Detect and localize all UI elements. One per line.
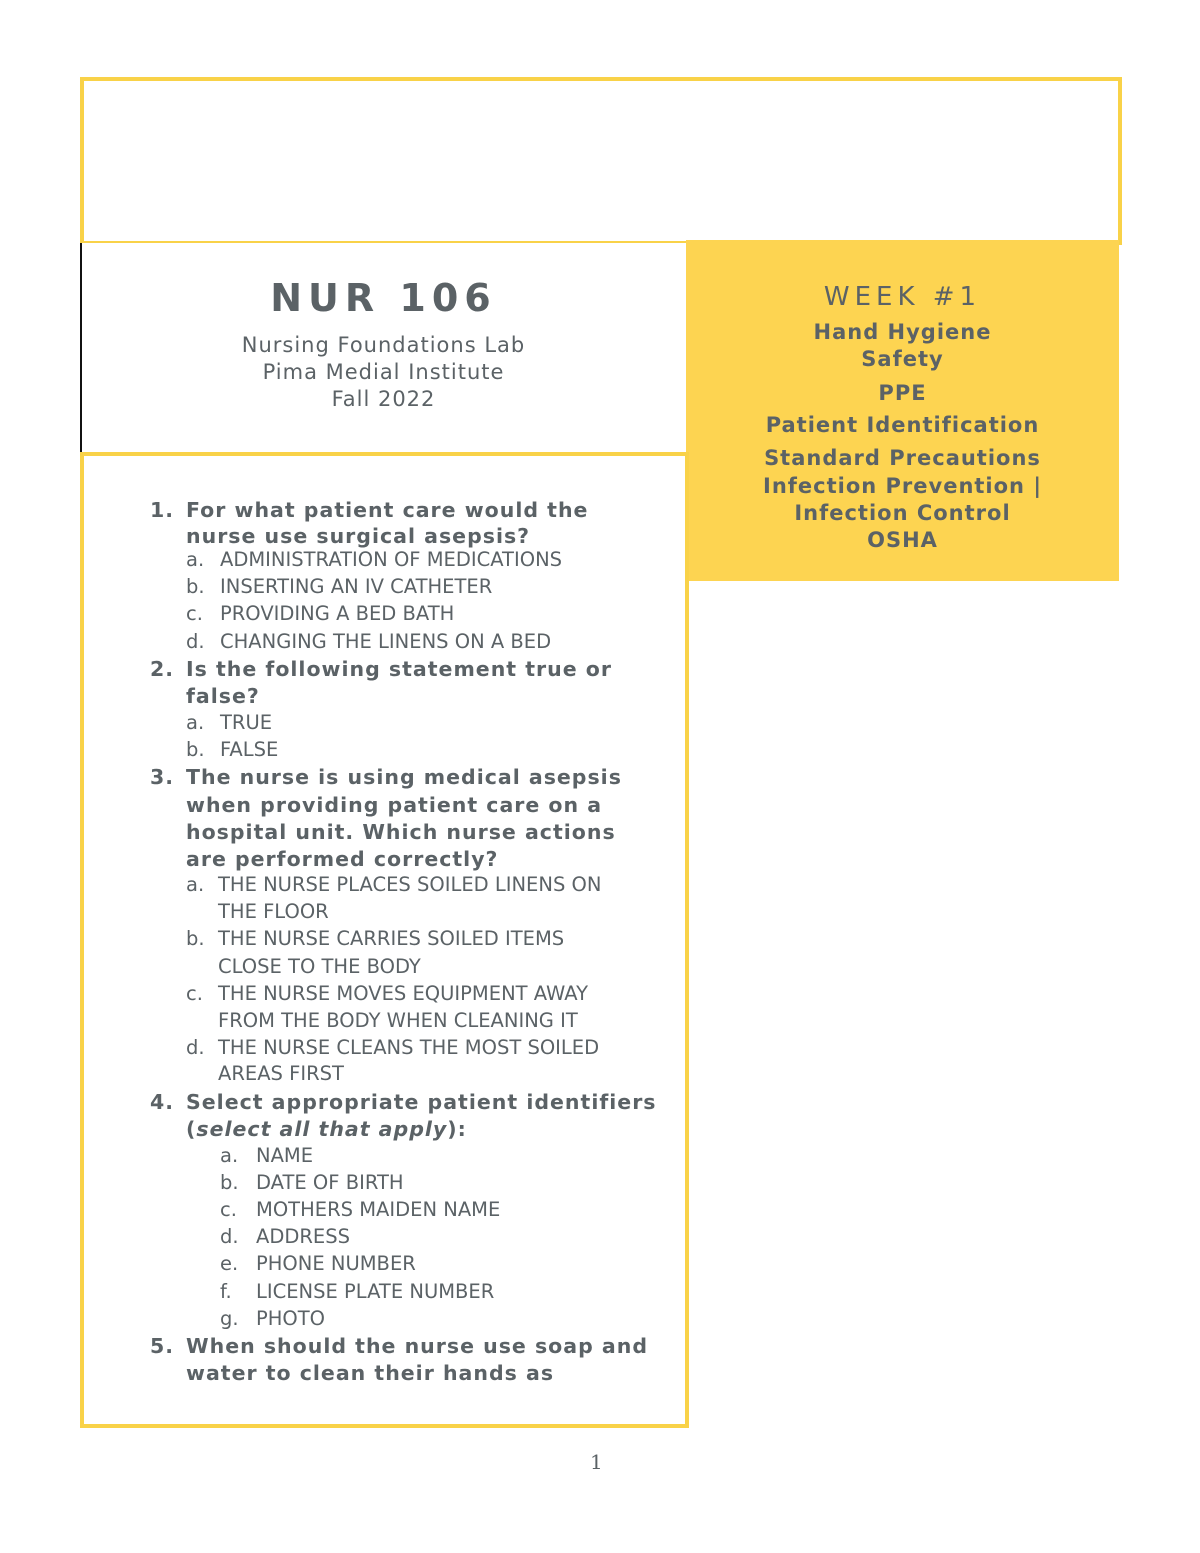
option-text: ADDRESS xyxy=(256,1225,350,1248)
question-text: are performed correctly? xyxy=(186,847,499,871)
option-letter: b. xyxy=(186,738,205,761)
question-number: 4. xyxy=(150,1090,175,1114)
option-text: THE NURSE MOVES EQUIPMENT AWAY xyxy=(218,982,588,1005)
option-text: DATE OF BIRTH xyxy=(256,1171,404,1194)
option-text: PHONE NUMBER xyxy=(256,1252,416,1275)
option-letter: b. xyxy=(186,927,205,950)
week-panel xyxy=(686,240,1119,581)
option-letter: g. xyxy=(220,1307,239,1330)
option-letter: a. xyxy=(186,711,205,734)
option-text: INSERTING AN IV CATHETER xyxy=(220,575,493,598)
question-text: false? xyxy=(186,684,260,708)
question-text: The nurse is using medical asepsis xyxy=(186,765,622,789)
topic-ppe: PPE xyxy=(878,381,927,405)
option-text: PHOTO xyxy=(256,1307,326,1330)
question-number: 1. xyxy=(150,498,175,522)
topic-standard-precautions: Standard Precautions xyxy=(764,446,1041,470)
option-text: CLOSE TO THE BODY xyxy=(218,955,421,978)
option-letter: c. xyxy=(186,982,203,1005)
question-text: When should the nurse use soap and xyxy=(186,1334,648,1358)
option-text: FALSE xyxy=(220,738,279,761)
question-text: For what patient care would the xyxy=(186,498,589,522)
option-text: FROM THE BODY WHEN CLEANING IT xyxy=(218,1009,578,1032)
option-letter: a. xyxy=(186,548,205,571)
option-text: THE NURSE PLACES SOILED LINENS ON xyxy=(218,873,602,896)
option-text: LICENSE PLATE NUMBER xyxy=(256,1280,495,1303)
topic-infection-prevention: Infection Prevention | xyxy=(763,474,1042,498)
question-text: hospital unit. Which nurse actions xyxy=(186,820,616,844)
option-letter: d. xyxy=(186,1036,205,1059)
option-text: ADMINISTRATION OF MEDICATIONS xyxy=(220,548,563,571)
question-number: 2. xyxy=(150,657,175,681)
option-text: TRUE xyxy=(220,711,273,734)
week-title: WEEK #1 xyxy=(823,282,982,312)
option-letter: b. xyxy=(186,575,205,598)
question-text: nurse use surgical asepsis? xyxy=(186,524,531,548)
course-name: Nursing Foundations Lab xyxy=(241,333,526,357)
option-letter: a. xyxy=(186,873,205,896)
option-letter: b. xyxy=(220,1171,239,1194)
option-text: AREAS FIRST xyxy=(218,1062,344,1085)
option-letter: f. xyxy=(220,1280,232,1303)
question-number: 5. xyxy=(150,1334,175,1358)
option-text: THE NURSE CARRIES SOILED ITEMS xyxy=(218,927,565,950)
topic-patient-identification: Patient Identification xyxy=(765,413,1040,437)
header-banner-box xyxy=(80,77,1122,245)
question-text: when providing patient care on a xyxy=(186,793,603,817)
option-text: THE FLOOR xyxy=(218,900,329,923)
page-number: 1 xyxy=(590,1450,603,1474)
option-text: PROVIDING A BED BATH xyxy=(220,602,455,625)
question-text-line-2: (select all that apply): xyxy=(186,1117,467,1141)
term: Fall 2022 xyxy=(331,387,436,411)
institute-name: Pima Medial Institute xyxy=(262,360,505,384)
option-letter: c. xyxy=(186,602,203,625)
option-letter: c. xyxy=(220,1198,237,1221)
option-letter: a. xyxy=(220,1144,239,1167)
option-letter: e. xyxy=(220,1252,239,1275)
select-all-note: select all that apply xyxy=(196,1117,448,1141)
question-number: 3. xyxy=(150,765,175,789)
topic-hand-hygiene: Hand Hygiene xyxy=(813,320,992,344)
option-letter: d. xyxy=(186,630,205,653)
topic-safety: Safety xyxy=(861,347,944,371)
option-text: MOTHERS MAIDEN NAME xyxy=(256,1198,501,1221)
option-text: THE NURSE CLEANS THE MOST SOILED xyxy=(218,1036,600,1059)
option-text: NAME xyxy=(256,1144,314,1167)
question-text: Is the following statement true or xyxy=(186,657,612,681)
topic-osha: OSHA xyxy=(867,528,938,552)
question-text: Select appropriate patient identifiers xyxy=(186,1090,657,1114)
option-text: CHANGING THE LINENS ON A BED xyxy=(220,630,552,653)
option-letter: d. xyxy=(220,1225,239,1248)
course-code: NUR 106 xyxy=(270,276,497,320)
topic-infection-control: Infection Control xyxy=(794,501,1011,525)
question-text: water to clean their hands as xyxy=(186,1361,555,1385)
